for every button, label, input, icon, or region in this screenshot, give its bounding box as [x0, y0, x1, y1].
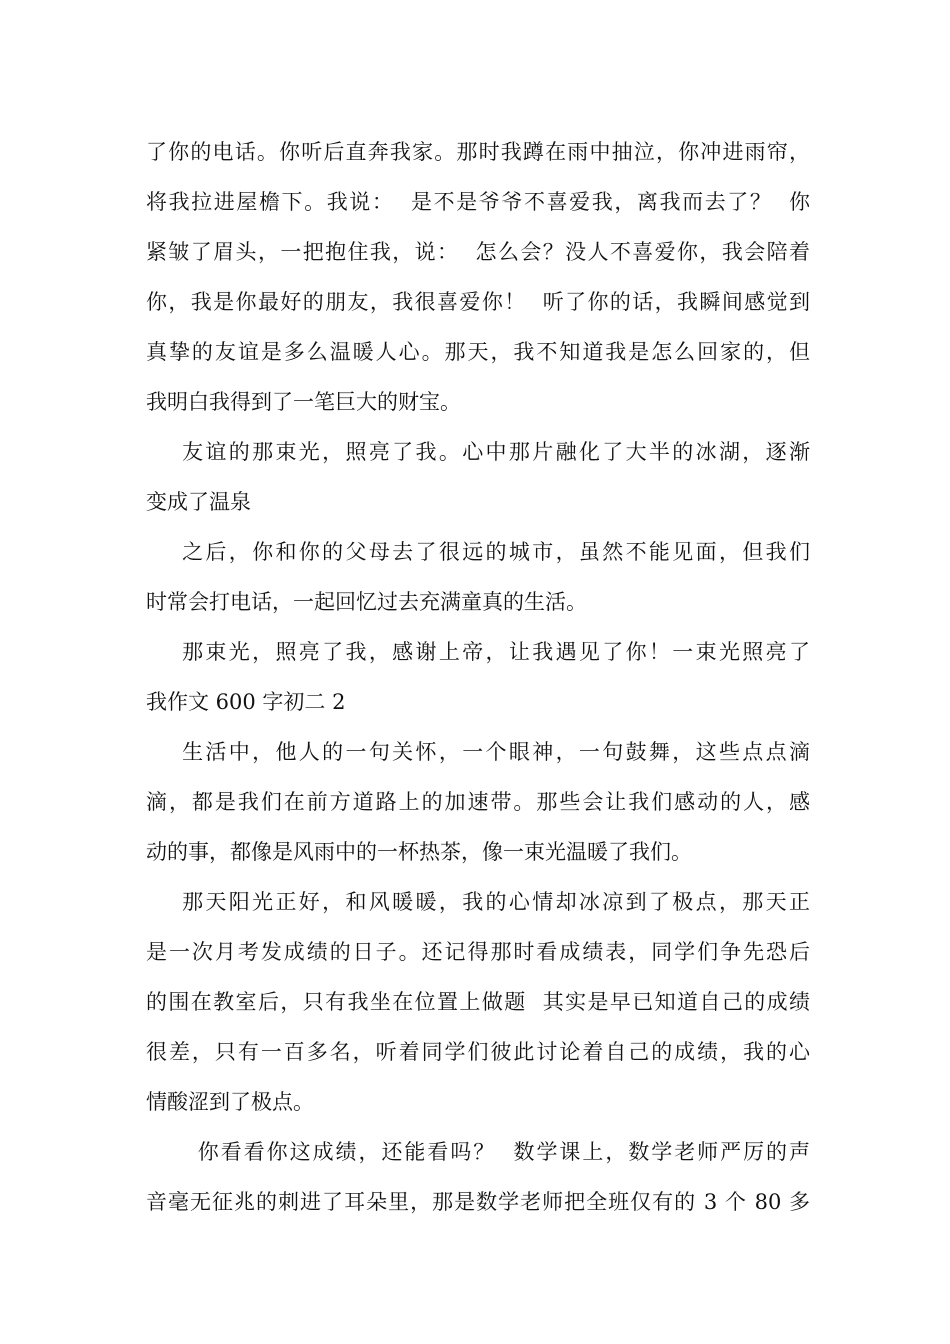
text-line: 之后，你和你的父母去了很远的城市，虽然不能见面，但我们	[146, 540, 810, 564]
text-line: 滴，都是我们在前方道路上的加速带。那些会让我们感动的人，感	[146, 790, 810, 814]
text-line: 将我拉进屋檐下。我说： 是不是爷爷不喜爱我，离我而去了？ 你	[146, 190, 810, 214]
text-line: 动的事，都像是风雨中的一杯热茶，像一束光温暖了我们。	[146, 840, 692, 864]
text-line: 生活中，他人的一句关怀，一个眼神，一句鼓舞，这些点点滴	[146, 740, 810, 764]
text-line: 的围在教室后，只有我坐在位置上做题 其实是早已知道自己的成绩	[146, 990, 810, 1014]
text-line: 你，我是你最好的朋友，我很喜爱你！ 听了你的话，我瞬间感觉到	[146, 290, 810, 314]
text-line: 是一次月考发成绩的日子。还记得那时看成绩表，同学们争先恐后	[146, 940, 810, 964]
section-heading-line: 我作文 600 字初二 2	[146, 690, 346, 714]
text-line: 情酸涩到了极点。	[146, 1090, 314, 1114]
text-line: 友谊的那束光，照亮了我。心中那片融化了大半的冰湖，逐渐	[146, 440, 810, 464]
text-line: 变成了温泉	[146, 490, 251, 514]
text-line: 了你的电话。你听后直奔我家。那时我蹲在雨中抽泣，你冲进雨帘，	[146, 140, 810, 164]
text-line: 紧皱了眉头，一把抱住我，说： 怎么会？没人不喜爱你，我会陪着	[146, 240, 810, 264]
text-line: 那天阳光正好，和风暖暖，我的心情却冰凉到了极点，那天正	[146, 890, 810, 914]
text-line: 真挚的友谊是多么温暖人心。那天，我不知道我是怎么回家的，但	[146, 340, 810, 364]
text-line: 很差，只有一百多名，听着同学们彼此讨论着自己的成绩，我的心	[146, 1040, 810, 1064]
text-line: 时常会打电话，一起回忆过去充满童真的生活。	[146, 590, 587, 614]
text-line: 那束光，照亮了我，感谢上帝，让我遇见了你！一束光照亮了	[146, 640, 810, 664]
text-line: 你看看你这成绩，还能看吗？ 数学课上，数学老师严厉的声	[146, 1140, 810, 1164]
text-line: 我明白我得到了一笔巨大的财宝。	[146, 390, 461, 414]
text-line: 音毫无征兆的刺进了耳朵里，那是数学老师把全班仅有的 3 个 80 多	[146, 1190, 810, 1214]
document-body	[146, 127, 810, 1227]
